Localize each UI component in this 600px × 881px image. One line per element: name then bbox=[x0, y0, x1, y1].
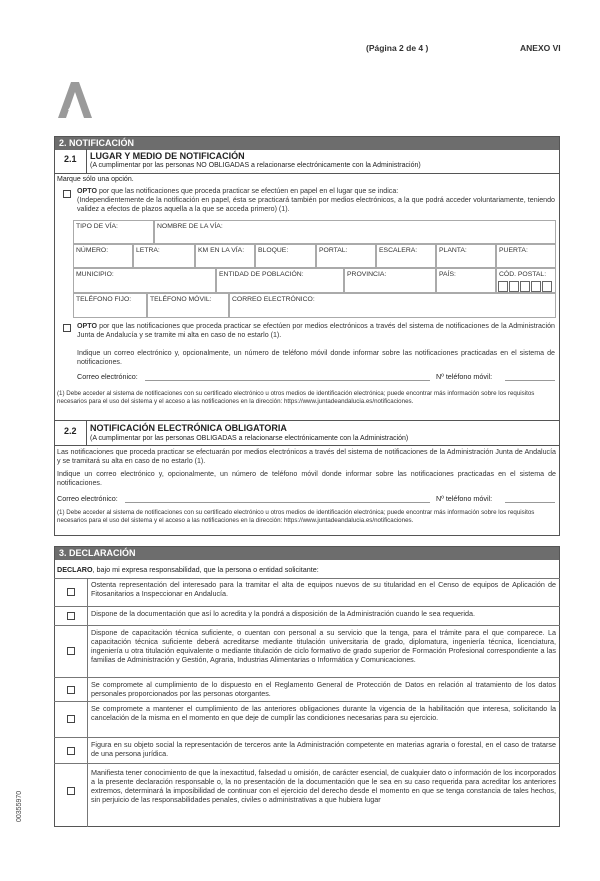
cod-postal-digit[interactable] bbox=[509, 281, 519, 292]
declaration-checkbox[interactable] bbox=[67, 612, 75, 620]
section-title: 3. DECLARACIÓN bbox=[55, 547, 559, 560]
declaration-item: Dispone de la documentación que así lo acredita y la pondrá a disposición de la Administración cuando le sea requerida. bbox=[54, 607, 560, 626]
portal-field[interactable]: PORTAL: bbox=[316, 244, 376, 268]
declaration-item: Se compromete al cumplimiento de lo dispuesto en el Reglamento General de Protección de Datos en relación al tratamiento de los datos personales proporcionados por las personas otorgantes. bbox=[54, 678, 560, 702]
sub2-indicate: Indique un correo electrónico y, opcionalmente, un número de teléfono móvil donde informar sobre las notificaciones practicadas en el sistema de notificaciones. bbox=[57, 470, 556, 487]
declaration-checkbox[interactable] bbox=[67, 588, 75, 596]
declaration-item: Manifiesta tener conocimiento de que la inexactitud, falsedad u omisión, de carácter esencial, de cualquier dato o información de los incorporados a la presente declaración responsable o, la no presentación de la documentación que le sea en su caso requerida para acreditar los anteriores extremos, determinará la imposibilidad de continuar con el ejercicio del derecho desde el momento en que se tenga constancia de tales hechos, sin perjuicio de las responsabilidades penales, civiles o administrativas a que hubiera lugar bbox=[54, 764, 560, 827]
provincia-field[interactable]: PROVINCIA: bbox=[344, 268, 436, 293]
opt-electronic-indicate: Indique un correo electrónico y, opcionalmente, un número de teléfono móvil donde informar sobre las notificaciones practicadas en el sistema de notificaciones. bbox=[77, 349, 555, 366]
sub2-email-input[interactable] bbox=[125, 502, 430, 503]
subsection-title: NOTIFICACIÓN ELECTRÓNICA OBLIGATORIA bbox=[90, 423, 287, 433]
subsection-number: 2.1 bbox=[64, 154, 77, 164]
tel-fijo-field[interactable]: TELÉFONO FIJO: bbox=[73, 293, 147, 318]
cod-postal-digit[interactable] bbox=[520, 281, 530, 292]
declaration-checkbox[interactable] bbox=[67, 686, 75, 694]
cod-postal-digit[interactable] bbox=[542, 281, 552, 292]
mobile-input[interactable] bbox=[505, 380, 555, 381]
declaration-item: Ostenta representación del interesado para la tramitar el alta de equipos nuevos de su titularidad en el Censo de equipos de Aplicación de Fitosanitarios a Inspeccionar en Andalucía. bbox=[54, 578, 560, 607]
municipio-field[interactable]: MUNICIPIO: bbox=[73, 268, 216, 293]
pais-field[interactable]: PAÍS: bbox=[436, 268, 496, 293]
declaration-checkbox[interactable] bbox=[67, 747, 75, 755]
tel-movil-field[interactable]: TELÉFONO MÓVIL: bbox=[147, 293, 229, 318]
declaration-item: Se compromete a mantener el cumplimiento de las anteriores obligaciones durante la vigencia de la habilitación que interesa, solicitando la cancelación de la misma en el momento en que deje de cumplir las condiciones necesarias para su ejercicio. bbox=[54, 702, 560, 738]
subsection-number: 2.2 bbox=[64, 426, 77, 436]
numero-field[interactable]: NÚMERO: bbox=[73, 244, 133, 268]
planta-field[interactable]: PLANTA: bbox=[436, 244, 496, 268]
cod-postal-field[interactable]: CÓD. POSTAL: bbox=[496, 268, 556, 293]
section-title: 2. NOTIFICACIÓN bbox=[55, 137, 559, 150]
opt-paper-checkbox[interactable] bbox=[63, 190, 71, 198]
km-field[interactable]: KM EN LA VÍA: bbox=[195, 244, 255, 268]
opt-paper-text: OPTO por que las notificaciones que proceda practicar se efectúen en papel en el lugar que se indica: (Independientemente de la notificación en papel, ésta se practicará también por medios electrónicos, a la que podrá acceder voluntariamente, teniendo validez a efectos de plazos aquella a la que se acceda primero) (1). bbox=[77, 187, 555, 213]
bloque-field[interactable]: BLOQUE: bbox=[255, 244, 316, 268]
entidad-field[interactable]: ENTIDAD DE POBLACIÓN: bbox=[216, 268, 344, 293]
tipo-via-field[interactable]: TIPO DE VÍA: bbox=[73, 220, 154, 244]
junta-andalucia-logo-icon bbox=[54, 80, 94, 120]
sub2-mobile-input[interactable] bbox=[505, 502, 555, 503]
document-code: 00355970 bbox=[16, 790, 23, 822]
declaration-checkbox[interactable] bbox=[67, 647, 75, 655]
escalera-field[interactable]: ESCALERA: bbox=[376, 244, 436, 268]
declaration-checkbox[interactable] bbox=[67, 715, 75, 723]
cod-postal-digit[interactable] bbox=[531, 281, 541, 292]
mark-one-instruction: Marque sólo una opción. bbox=[57, 176, 134, 183]
subsection-note: (A cumplimentar por las personas OBLIGADAS a relacionarse electrónicamente con la Administración) bbox=[90, 435, 409, 442]
mobile-label: Nº teléfono móvil: bbox=[436, 372, 493, 381]
opt-electronic-checkbox[interactable] bbox=[63, 324, 71, 332]
annex-label: ANEXO VI bbox=[520, 43, 561, 53]
correo-field[interactable]: CORREO ELECTRÓNICO: bbox=[229, 293, 556, 318]
nombre-via-field[interactable]: NOMBRE DE LA VÍA: bbox=[154, 220, 556, 244]
subsection-note: (A cumplimentar por las personas NO OBLIGADAS a relacionarse electrónicamente con la Administración) bbox=[90, 162, 421, 169]
footnote-1: (1) Debe acceder al sistema de notificaciones con su certificado electrónico u otros medios de identificación electrónica; puede encontrar más información sobre los requisitos necesarios para el uso del sistema y el acceso a las notificaciones en la dirección: https://www.juntadeandalucia.es/notificaciones. bbox=[57, 390, 535, 405]
letra-field[interactable]: LETRA: bbox=[133, 244, 195, 268]
subsection-2-2-header bbox=[54, 420, 560, 446]
declaration-checkbox[interactable] bbox=[67, 787, 75, 795]
email-input[interactable] bbox=[145, 380, 430, 381]
declaration-item: Dispone de capacitación técnica suficiente, o cuentan con personal a su servicio que la tenga, para el trámite para el que comparece. La capacitación técnica suficiente deberá acreditarse mediante titulación universitaria de grado, diplomatura, ingeniería técnica, licenciatura, ingeniería u otra titulación equivalente o mediante titulación de ciclo formativo de grado superior de Formación Profesional correspondiente a las familias de Administración y Gestión, Agraria, Industrias Alimentarias o Informática y Comunicaciones. bbox=[54, 626, 560, 678]
sub2-email-label: Correo electrónico: bbox=[57, 494, 118, 503]
subsection-2-1-header bbox=[54, 149, 560, 174]
declaro-lead: DECLARO, bajo mi expresa responsabilidad, que la persona o entidad solicitante: bbox=[57, 565, 319, 574]
footnote-2: (1) Debe acceder al sistema de notificaciones con su certificado electrónico u otros medios de identificación electrónica; puede encontrar más información sobre los requisitos necesarios para el uso del sistema y el acceso a las notificaciones en la dirección: https://www.juntadeandalucia.es/notificaciones. bbox=[57, 509, 535, 524]
sub2-mobile-label: Nº teléfono móvil: bbox=[436, 494, 493, 503]
email-label: Correo electrónico: bbox=[77, 372, 138, 381]
page-number: (Página 2 de 4 ) bbox=[366, 43, 429, 53]
puerta-field[interactable]: PUERTA: bbox=[496, 244, 556, 268]
opt-electronic-text: OPTO por que las notificaciones que proceda practicar se efectúen por medios electrónicos a través del sistema de notificaciones de la Administración Junta de Andalucía y se tramite mi alta en caso de no estarlo (1). bbox=[77, 322, 555, 339]
cod-postal-digit[interactable] bbox=[498, 281, 508, 292]
declaration-item: Figura en su objeto social la representación de terceros ante la Administración competente en materias agraria o forestal, en el caso de tratarse de una persona jurídica. bbox=[54, 738, 560, 764]
subsection-title: LUGAR Y MEDIO DE NOTIFICACIÓN bbox=[90, 151, 245, 161]
sub2-text: Las notificaciones que proceda practicar se efectuarán por medios electrónicos a través del sistema de notificaciones de la Administración Junta de Andalucía y se tramitará su alta en caso de no estarlo (1). bbox=[57, 448, 556, 465]
